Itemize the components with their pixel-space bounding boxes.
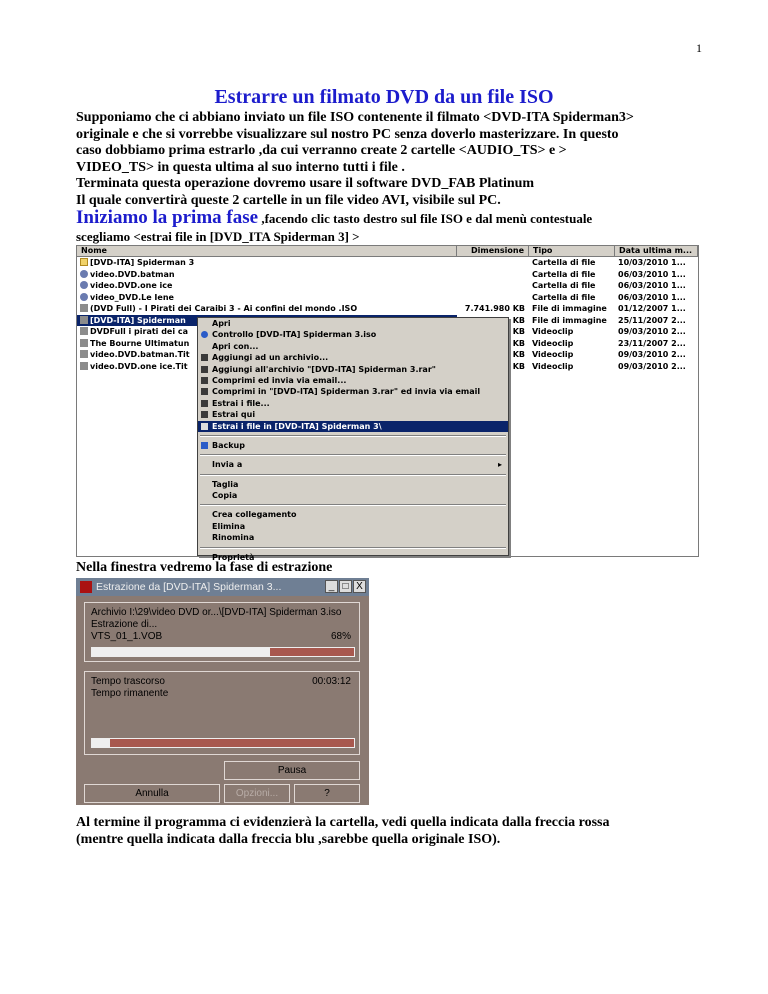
menu-item-cut[interactable]: Taglia [212,479,239,489]
header-type[interactable]: Tipo [529,246,615,256]
check-icon [201,331,208,338]
menu-item-label: Comprimi ed invia via email... [212,375,347,385]
maximize-button[interactable]: □ [339,580,352,593]
backup-icon [201,442,208,449]
video-file-icon [80,362,88,370]
archive-icon [201,411,208,418]
page-number: 1 [696,41,702,55]
total-progress-fill [92,739,110,747]
context-menu [197,317,509,562]
file-name: video.DVD.one ice [90,281,173,290]
file-name: video.DVD.one ice.Tit [90,361,188,371]
header-name[interactable]: Nome [77,246,457,256]
file-name: The Bourne Ultimatun [90,338,190,348]
menu-item-delete[interactable]: Elimina [212,521,246,531]
file-type: Videoclip [532,338,574,348]
file-size [457,269,529,281]
extracting-label: Estrazione di... [91,619,158,630]
file-type: File di immagine [532,304,607,313]
menu-separator [200,547,506,549]
file-type: Videoclip [532,350,574,359]
dialog-titlebar[interactable] [76,578,369,596]
file-date: 06/03/2010 1... [618,269,686,279]
file-date: 09/03/2010 2... [618,361,686,371]
phase-heading: Iniziamo la prima fase [76,207,259,228]
archive-icon [201,423,208,430]
menu-item-add-rar[interactable] [198,364,508,375]
intro-line: caso dobbiamo prima estrarlo ,da cui verranno create 2 cartelle <AUDIO_TS> e > [76,143,567,158]
file-size: KB [512,361,525,371]
menu-item-label: Estrai i file... [212,398,270,408]
close-button[interactable]: X [353,580,366,593]
file-type: Cartella di file [532,281,596,290]
iso-file-icon [80,304,88,312]
intro-line: Il quale convertirà queste 2 cartelle in un file video AVI, visibile sul PC. [76,192,501,208]
page-title: Estrarre un filmato DVD da un file ISO [214,86,554,108]
file-size: KB [512,315,525,325]
help-button[interactable]: ? [294,784,360,803]
file-size [457,257,529,269]
current-file: VTS_01_1.VOB [91,631,163,642]
file-date: 01/12/2007 1... [618,304,686,313]
intro-line: Supponiamo che ci abbiano inviato un file ISO contenente il filmato <DVD-ITA Spiderman3> [76,110,634,125]
menu-item-label: Aggiungi all'archivio "[DVD-ITA] Spiderman 3.rar" [212,364,436,374]
menu-item-backup[interactable] [198,440,508,451]
archive-path: Archivio I:\29\video DVD or...\[DVD-ITA] Spiderman 3.iso [91,607,342,618]
file-date: 23/11/2007 2... [618,338,686,348]
phase-text: ,facendo clic tasto destro sul file ISO e dal menù contestuale [258,211,593,226]
menu-item-rename[interactable]: Rinomina [212,533,255,543]
minimize-button[interactable]: _ [325,580,338,593]
phase-text-line2: scegliamo <estrai file in [DVD_ITA Spiderman 3] > [76,228,360,244]
menu-item-send-to[interactable] [198,459,508,470]
extraction-dialog [76,578,369,805]
file-type: File di immagine [532,315,607,325]
video-file-icon [80,350,88,358]
archive-icon [201,388,208,395]
pause-button[interactable]: Pausa [224,761,360,780]
menu-item-extract-to-folder[interactable] [198,421,508,432]
file-name: [DVD-ITA] Spiderman [90,315,186,325]
file-name: video_DVD.Le Iene [90,292,174,302]
file-type: Cartella di file [532,258,596,267]
menu-item-open-with[interactable]: Apri con... [212,341,259,351]
menu-item-extract-files[interactable] [198,398,508,409]
file-type: Cartella di file [532,269,596,279]
total-progress-bar [91,738,355,748]
menu-item-extract-here[interactable] [198,409,508,420]
file-row[interactable] [77,280,698,292]
menu-item-label: Estrai i file in [DVD-ITA] Spiderman 3\ [212,421,382,431]
intro-line: Terminata questa operazione dovremo usare il software DVD_FAB Platinum [76,176,535,191]
file-progress-fill [92,648,270,656]
dvd-folder-icon [80,293,88,301]
caption-extraction: Nella finestra vedremo la fase di estrazione [76,560,333,575]
menu-item-add-archive[interactable] [198,352,508,363]
explorer-screenshot [76,245,699,562]
caption-line: (mentre quella indicata dalla freccia blu ,sarebbe quella originale ISO). [76,832,501,847]
menu-item-check[interactable] [198,329,508,340]
menu-item-label: Estrai qui [212,410,256,420]
iso-file-icon [80,316,88,324]
file-date: 06/03/2010 1... [618,292,686,302]
file-size [457,292,529,304]
file-date: 25/11/2007 2... [618,315,686,325]
file-type: Videoclip [532,361,574,371]
file-progress-group [84,602,360,662]
menu-separator [200,454,506,456]
menu-item-compress-email[interactable] [198,375,508,386]
file-type: Videoclip [532,327,574,336]
file-row[interactable] [77,269,698,281]
menu-item-label: Invia a [212,460,243,470]
file-row[interactable] [77,303,698,315]
intro-text [76,110,716,245]
file-name: (DVD Full) - I Pirati dei Caraibi 3 - Ai confini del mondo .ISO [90,304,358,313]
menu-item-properties[interactable]: Proprietà [212,552,255,562]
file-size: KB [512,350,525,359]
elapsed-label: Tempo trascorso [91,676,165,687]
archive-icon [201,400,208,407]
intro-line: originale e che si vorrebbe visualizzare sul nostro PC senza doverlo masterizzare. In questo [76,126,619,142]
menu-item-label: Comprimi in "[DVD-ITA] Spiderman 3.rar" ed invia via email [212,387,481,397]
elapsed-time: 00:03:12 [312,676,351,687]
file-size [457,280,529,292]
cancel-button[interactable]: Annulla [84,784,220,803]
file-date: 10/03/2010 1... [618,258,686,267]
file-row[interactable] [77,257,698,269]
file-type: Cartella di file [532,292,596,302]
file-row[interactable] [77,292,698,304]
file-name: [DVD-ITA] Spiderman 3 [90,258,195,267]
file-progress-bar [91,647,355,657]
menu-item-open[interactable]: Apri [212,319,231,328]
menu-separator [200,504,506,506]
percent-text: 68% [330,631,351,642]
file-name: DVDFull i pirati dei ca [90,327,189,336]
file-size: 7.741.980 KB [464,304,525,313]
file-name: video.DVD.batman.Tit [90,350,190,359]
menu-item-copy[interactable]: Copia [212,491,238,501]
header-date[interactable]: Data ultima m... [615,246,698,256]
file-name: video.DVD.batman [90,269,175,279]
dialog-title: Estrazione da [DVD-ITA] Spiderman 3... [96,581,282,593]
caption-line: Al termine il programma ci evidenzierà la cartella, vedi quella indicata dalla freccia rossa [76,815,610,830]
time-group [84,671,360,755]
options-button[interactable]: Opzioni... [224,784,290,803]
file-date: 06/03/2010 1... [618,281,686,290]
menu-item-label: Backup [212,440,245,450]
archive-icon [201,354,208,361]
file-date: 09/03/2010 2... [618,327,686,336]
file-size: KB [512,338,525,348]
video-file-icon [80,339,88,347]
menu-item-compress-rar-email[interactable] [198,386,508,397]
dvd-folder-icon [80,281,88,289]
menu-separator [200,435,506,437]
video-file-icon [80,327,88,335]
remaining-label: Tempo rimanente [91,688,169,699]
menu-separator [200,474,506,476]
file-size: KB [512,327,525,336]
menu-item-label: Aggiungi ad un archivio... [212,353,329,363]
dvd-folder-icon [80,270,88,278]
column-headers [77,246,698,257]
menu-item-create-shortcut[interactable]: Crea collegamento [212,510,297,520]
intro-line: VIDEO_TS> in questa ultima al suo interno tutti i file . [76,159,405,175]
header-size[interactable]: Dimensione [457,246,529,256]
file-date: 09/03/2010 2... [618,350,686,359]
menu-item-label: Controllo [DVD-ITA] Spiderman 3.iso [212,330,377,340]
winrar-icon [80,581,92,593]
caption-result [76,814,706,848]
archive-icon [201,366,208,373]
folder-icon [80,258,88,266]
archive-icon [201,377,208,384]
submenu-arrow-icon: ▸ [497,460,502,470]
